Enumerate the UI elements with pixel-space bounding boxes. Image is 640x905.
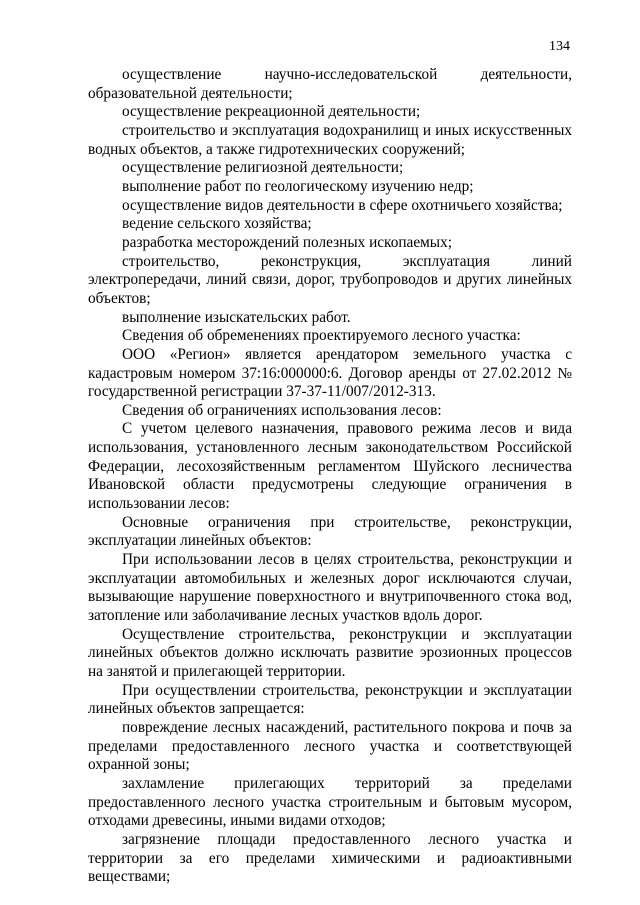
paragraph: осуществление научно-исследовательской деятельности, образовательной деятельности; [88,66,572,102]
paragraph: захламление прилегающих территорий за пределами предоставленного лесного участка строительным и бытовым мусором, отходами древесины, иными видами отходов; [88,774,572,830]
paragraph: выполнение изыскательских работ. [122,308,351,326]
page-number: 134 [549,39,570,54]
paragraph: Сведения об обременениях проектируемого лесного участка: [122,327,521,345]
paragraph: разработка месторождений полезных ископаемых; [122,233,452,251]
paragraph: При осуществлении строительства, реконструкции и эксплуатации линейных объектов запрещается: [88,681,572,718]
paragraph: С учетом целевого назначения, правового режима лесов и вида использования, установленного лесным законодательством Российской Федерации, лесохозяйственным регламентом Шуйского лесничества Ивановской области предусмотрены следующие ограничения в использовании лесов: [88,420,572,513]
paragraph: строительство, реконструкция, эксплуатация линий электропередачи, линий связи, дорог, трубопроводов и других линейных объектов; [88,252,572,307]
paragraph: ведение сельского хозяйства; [122,215,312,233]
document-body [88,66,572,887]
paragraph: загрязнение площади предоставленного лесного участка и территории за его пределами химическими и радиоактивными веществами; [88,830,572,886]
paragraph: Основные ограничения при строительстве, реконструкции, эксплуатации линейных объектов: [88,513,572,550]
paragraph: Осуществление строительства, реконструкции и эксплуатации линейных объектов должно исключать развитие эрозионных процессов на занятой и прилегающей территории. [88,625,572,680]
paragraph: повреждение лесных насаждений, растительного покрова и почв за пределами предоставленного лесного участка и соответствующей охранной зоны; [88,718,572,774]
paragraph: осуществление видов деятельности в сфере охотничьего хозяйства; [122,196,563,214]
paragraph: Сведения об ограничениях использования лесов: [122,401,442,419]
paragraph: выполнение работ по геологическому изучению недр; [122,177,474,195]
paragraph: строительство и эксплуатация водохранилищ и иных искусственных водных объектов, а также гидротехнических сооружений; [88,121,572,158]
paragraph: При использовании лесов в целях строительства, реконструкции и эксплуатации автомобильных и железных дорог исключаются случаи, вызывающие нарушение поверхностного и внутрипочвенного стока вод, затопление или заболачивание лесных участков вдоль дорог. [88,551,572,625]
paragraph: осуществление рекреационной деятельности; [122,103,421,121]
paragraph: ООО «Регион» является арендатором земельного участка с кадастровым номером 37:16:000000:6. Договор аренды от 27.02.2012 № государственной регистрации 37-37-11/007/2012-313. [88,345,572,401]
paragraph: осуществление религиозной деятельности; [122,159,404,177]
